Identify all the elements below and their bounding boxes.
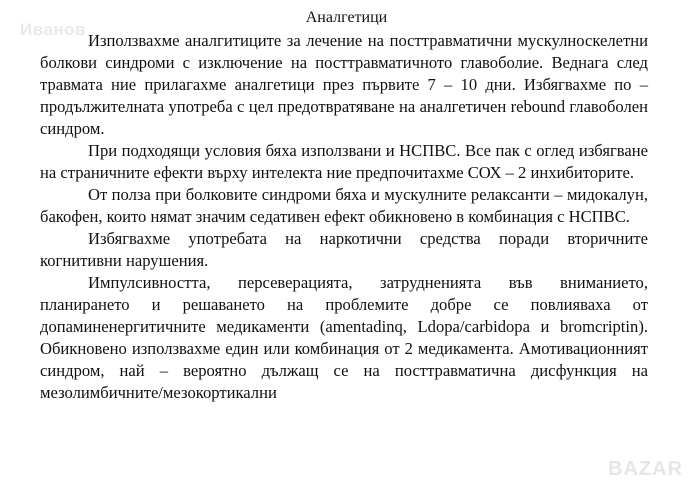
paragraph-muscle-relaxants: От полза при болковите синдроми бяха и мускулните релаксанти – мидокалун, бакофен, които нямат значим седативен ефект обикновено в комбинация с НСПВС. — [40, 185, 648, 226]
document-body — [40, 30, 648, 404]
watermark-name: Иванов — [20, 20, 87, 39]
watermark-logo: BAZAR — [608, 458, 683, 480]
paragraph-narcotics: Избягвахме употребата на наркотични средства поради вторичните когнитивни нарушения. — [40, 229, 648, 270]
paragraph-analgesics: Използвахме аналгитиците за лечение на посттравматични мускулноскелетни болкови синдроми с изключение на посттравматичното главоболие. Веднага след травмата ние прилагахме аналгетици през първите 7 – 10 дни. Избягвахме по – продължителната употреба с цел предотвратяване на аналгетичен rebound главоболен синдром. — [40, 31, 648, 138]
paragraph-dopaminergic: Импулсивността, персеверацията, затрудненията във вниманието, планирането и решаването на проблемите добре се повлияваха от допаминенергитичните медикаменти (amentadinq, Ldopa/carbidopa и bromcriptin). Обикновено използвахме един или комбинация от 2 медикамента. Амотивационният синдром, най – вероятно дължащ се на посттравматична дисфункция на мезолимбичните/мезокортикални — [40, 273, 648, 402]
page-title: Аналгетици — [305, 9, 388, 26]
paragraph-nsaids: При подходящи условия бяха използвани и НСПВС. Все пак с оглед избягване на страничните ефекти върху интелекта ние предпочитахме СОХ – 2 инхибиторите. — [40, 141, 648, 182]
